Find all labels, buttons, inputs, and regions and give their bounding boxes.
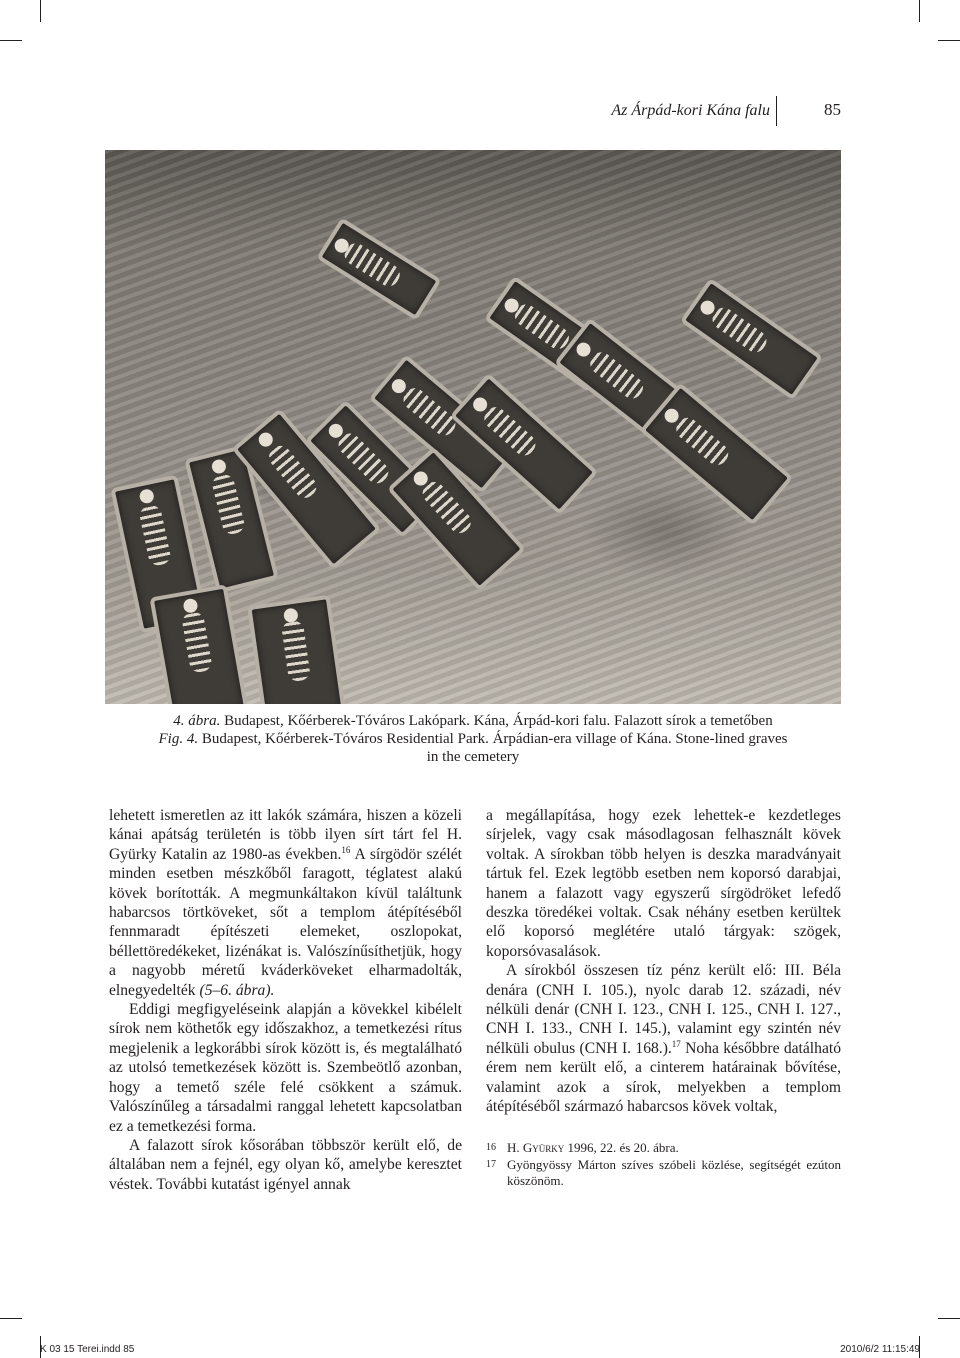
header-divider <box>776 96 777 126</box>
caption-en-continued: in the cemetery <box>426 749 520 765</box>
paragraph-text: A sírgödör szélét minden esetben mészkőből faragott, téglatest alakú kövek borították. A megmunkáltakon kívül találtunk habarcsos törtköveket, sőt a templom átépítéséből fennmaradt építészeti elemeket, oszlopokat, béllettöredékeket, lizénákat is. Valószínűsíthetjük, hogy a nagyobb méretű kváderköveket elharmadolták, elnegyedelték <box>109 845 462 999</box>
footnote-ref: 17 <box>671 1038 681 1049</box>
slug-timestamp: 2010/6/2 11:15:49 <box>840 1344 920 1355</box>
running-title: Az Árpád-kori Kána falu <box>611 102 770 119</box>
page-number: 85 <box>824 100 841 119</box>
caption-hu-label: 4. ábra. <box>173 713 221 729</box>
paragraph <box>109 806 462 1000</box>
caption-en <box>105 730 841 748</box>
crop-mark <box>938 1318 960 1319</box>
footnote-author: H. Gyürky <box>507 1140 565 1155</box>
grave <box>316 217 442 320</box>
body-column-left <box>109 806 462 1194</box>
paragraph: a megállapítása, hogy ezek lehettek-e kezdetleges sírjelek, vagy csak másodlagosan felhasznált kövek voltak. A sírokban több helyen is deszka maradványait tártuk fel. Ezek legtöbb esetben nem koporsó darabjai, hanem a falazott vagy egyszerű sírgödröket lefedő deszka töredékei voltak. Csak néhány esetben kerültek elő koporsó meglétére utaló tárgyak: szögek, koporsóvasalások. <box>486 807 841 960</box>
footnote-text: Gyöngyössy Márton szíves szóbeli közlése, segítségét ezúton köszönöm. <box>507 1156 841 1188</box>
slug-filename: K 03 15 Terei.indd 85 <box>40 1344 135 1355</box>
crop-mark <box>0 40 22 41</box>
footnote-number: 16 <box>486 1142 496 1153</box>
footnotes <box>486 1140 841 1190</box>
paragraph-text: lehetett ismeretlen az itt lakók számára, hiszen a közeli kánai apátság területén is több ilyen sírt tárt fel H. Gyürky Katalin az 1980-as években. <box>109 807 462 863</box>
grave <box>680 278 823 401</box>
crop-mark <box>919 0 920 22</box>
body-column-right <box>486 806 841 1117</box>
crop-mark <box>40 0 41 22</box>
caption-en-label: Fig. 4. <box>158 731 199 747</box>
grave <box>149 584 248 704</box>
footnote-ref: 16 <box>341 844 351 855</box>
grave <box>247 595 346 704</box>
excavation-photo <box>105 150 841 704</box>
caption-hu-text: Budapest, Kőérberek-Tóváros Lakópark. Kána, Árpád-kori falu. Falazott sírok a temetőben <box>224 713 773 729</box>
paragraph: Eddigi megfigyeléseink alapján a kövekkel kibélelt sírok nem köthetők egy időszakhoz, a temetkezési rítus megjelenik a legkorábbi sírok között is, és megtalálható az utolsó temetkezések között is. Szembeötlő azonban, hogy a temető széle felé csökkent a számuk. Valószínűleg a társadalmi ranggal lehetett kapcsolatban ez a temetkezési forma. <box>109 1001 462 1135</box>
caption-hu <box>105 712 841 730</box>
figure-ref: (5–6. ábra). <box>199 981 275 999</box>
footnote <box>486 1157 841 1190</box>
caption-en-text: Budapest, Kőérberek-Tóváros Residential Park. Árpádian-era village of Kána. Stone-lined graves <box>201 731 788 747</box>
footnote-number: 17 <box>486 1158 496 1170</box>
footnote-text: 1996, 22. és 20. ábra. <box>564 1140 679 1155</box>
grave <box>640 382 794 525</box>
paragraph-text: A sírokból összesen tíz pénz került elő: III. Béla denára (CNH I. 105.), nyolc darab 12. századi, név nélküli denár (CNH I. 123., CNH I. 125., CNH I. 127., CNH I. 133., CNH I. 145.), valamint egy szintén név nélküli obulus (CNH I. 168.). <box>486 962 841 1057</box>
paragraph: A falazott sírok kősorában többször került elő, de általában nem a fejnél, egy olyan kő, amelybe keresztet véstek. További kutatást igényel annak <box>109 1136 462 1193</box>
paragraph <box>486 961 841 1116</box>
footnote <box>486 1140 841 1157</box>
crop-mark <box>0 1318 22 1319</box>
paragraph-text: Noha későbbre datálható érem nem került elő, a cinterem határainak bővítése, valamint azok a sírok, melyekben a templom átépítéséből származó habarcsos kövek voltak, <box>486 1039 841 1116</box>
crop-mark <box>938 40 960 41</box>
figure-caption <box>105 712 841 766</box>
